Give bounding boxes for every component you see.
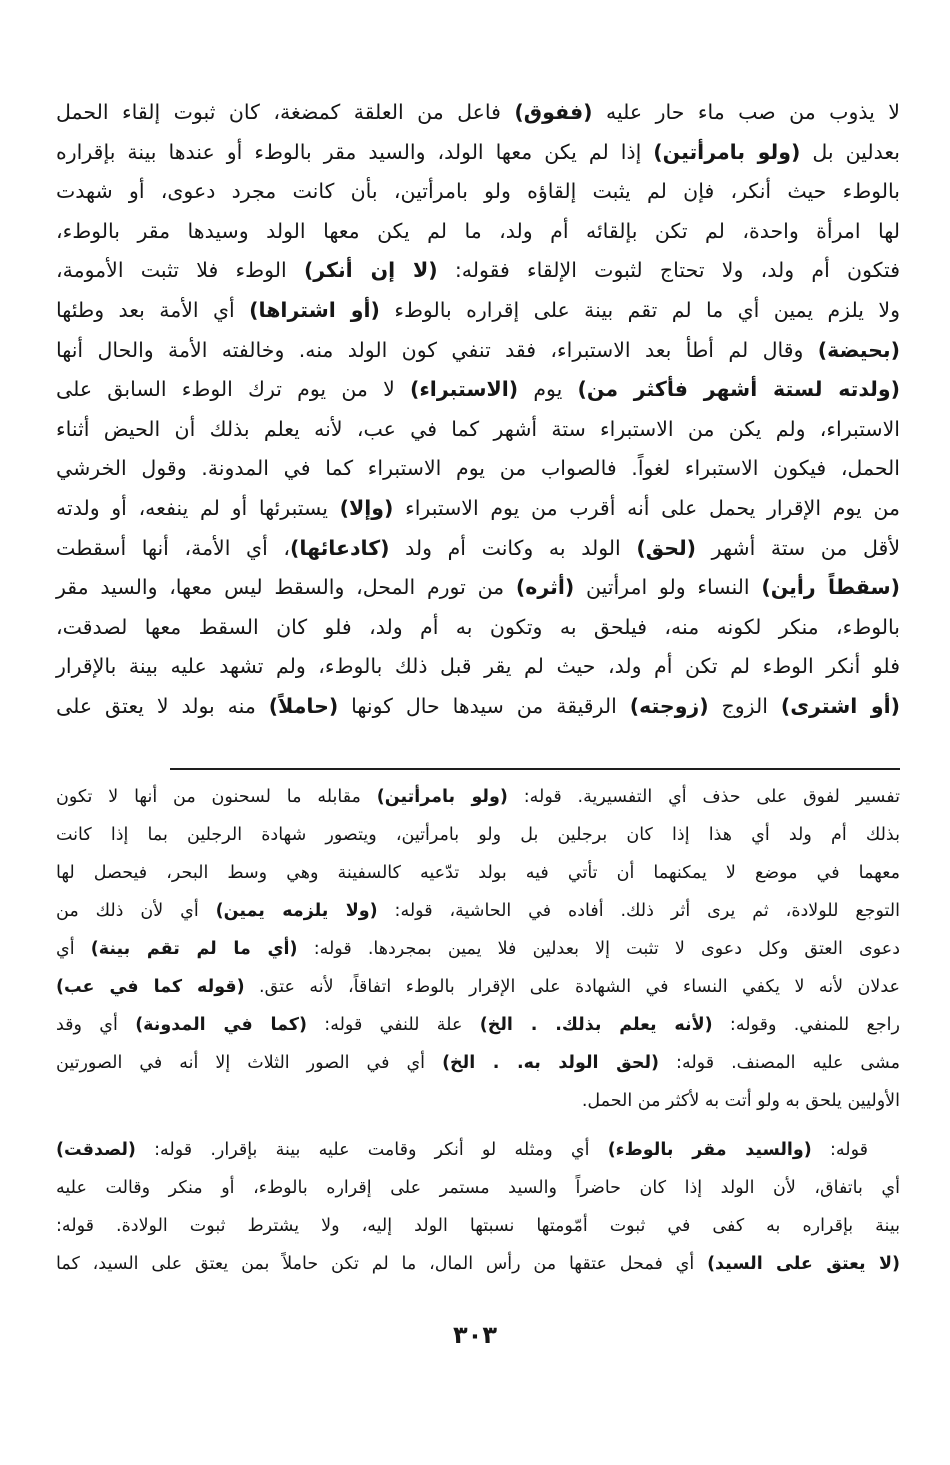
footnote-line (56, 1207, 900, 1245)
main-text-line (56, 172, 900, 212)
footnote-paragraph (56, 778, 900, 1120)
emphasized-text: (لأنه يعلم بذلك. . الخ) (479, 1015, 713, 1035)
text-run: أي وقد (56, 1015, 136, 1035)
text-run: الزوج (708, 693, 781, 718)
main-text-line (56, 212, 900, 252)
text-run: مقابله ما لسحنون من أنها لا تكون (56, 787, 377, 807)
text-run: راجع للمنفي. وقوله: (712, 1015, 900, 1035)
emphasized-text: (سقطاً رأين) (761, 575, 900, 600)
main-text-line (56, 608, 900, 648)
text-run: بينة بإقراره به كفى في ثبوت أمّومتها نسبتها الولد إليه، ولا يشترط ثبوت الولادة. قوله: (56, 1216, 900, 1236)
emphasized-text: (أو اشتراها) (249, 297, 380, 322)
footnote-line (56, 854, 900, 892)
emphasized-text: (لصدقت) (56, 1140, 136, 1160)
text-run: علة للنفي قوله: (306, 1015, 480, 1035)
main-text-line (56, 568, 900, 608)
footnote-line (56, 1082, 900, 1120)
text-run: الاستبراء، ولم يكن من الاستبراء ستة أشهر كما في عب، لأنه يعلم بذلك أن الحيض أثناء (56, 416, 900, 441)
main-text-line (56, 489, 900, 529)
text-run: دعوى العتق وكل دعوى لا تثبت إلا بعدلين فلا يمين بمجردها. قوله: (297, 939, 901, 959)
footnote-line (56, 1006, 900, 1044)
text-run: ، أي الأمة، أنها أسقطت (56, 535, 290, 560)
footnote-separator (170, 768, 900, 770)
emphasized-text: (كما في المدونة) (135, 1015, 307, 1035)
text-run: منه بولد لا يعتق على (56, 693, 269, 718)
emphasized-text: (أي ما لم تقم بينة) (90, 939, 298, 959)
main-text-line (56, 331, 900, 371)
main-text-line (56, 251, 900, 291)
text-run: وقال لم أطأ بعد الاستبراء، فقد تنفي كون الولد منه. وخالفته الأمة والحال أنها (56, 337, 818, 362)
footnote-line (56, 816, 900, 854)
text-run: معهما في موضع لا يمكنهما أن تأتي فيه بولد تدّعيه كالسفينة وهي وسط البحر، فيحصل لها (56, 863, 900, 883)
footnote-paragraph (56, 1131, 900, 1283)
text-run: ولا يلزم يمين أي ما لم تقم بينة على إقراره بالوطء (379, 297, 900, 322)
text-run: الوطء فلا تثبت الأمومة، (56, 258, 304, 283)
emphasized-text: (ولا يلزمه يمين) (215, 901, 378, 921)
emphasized-text: (قوله كما في عب) (56, 977, 245, 997)
text-run: لها امرأة واحدة، لم تكن بإلقائه أم ولد، ما لم يكن معها الولد وسيدها مقر بالوطء، (56, 218, 900, 243)
main-text-line (56, 647, 900, 687)
emphasized-text: (لا يعتق على السيد) (707, 1254, 900, 1274)
text-run: أي في الصور الثلاث إلا أنه في الصورتين (56, 1053, 443, 1073)
text-run: فلو أنكر الوطء لم تكن أم ولد، حيث لم يقر قبل ذلك بالوطء، ولم تشهد عليه بينة بالإقرار (56, 654, 900, 679)
emphasized-text: (حاملاً) (268, 693, 339, 718)
text-run: الولد به وكانت أم ولد (389, 535, 637, 560)
text-run: عدلان لأنه لا يكفي النساء في الشهادة على الإقرار بالوطء اتفاقاً، لأنه عتق. (244, 977, 901, 997)
text-run: قوله: (811, 1140, 868, 1160)
emphasized-text: (زوجته) (629, 693, 709, 718)
main-text-line (56, 449, 900, 489)
footnote-line (56, 930, 900, 968)
emphasized-text: (ولدته لستة أشهر فأكثر من) (577, 377, 900, 402)
text-run: بذلك أم ولد أي هذا إذا كان برجلين بل ولو بامرأتين، ويتصور شهادة الرجلين بما إذا كانت (56, 825, 900, 845)
text-run: أي باتفاق، لأن الولد إذا كان حاضراً والسيد مستمر على إقراره بالوطء، أو منكر وقالت عليه (56, 1178, 900, 1198)
main-text-line (56, 687, 900, 727)
emphasized-text: (وإلا) (339, 495, 394, 520)
text-run: لا من يوم ترك الوطء السابق على (56, 377, 410, 402)
text-run: الأوليين يلحق به ولو أتت به لأكثر من الحمل. (581, 1091, 900, 1111)
main-text-line (56, 93, 900, 133)
footnote-line (56, 778, 900, 816)
emphasized-text: (لحق) (636, 535, 697, 560)
footnote-line (56, 892, 900, 930)
emphasized-text: (أثره) (515, 575, 575, 600)
text-run: من تورم المحل، والسقط ليس معها، والسيد مقر (56, 575, 516, 600)
text-run: لأقل من ستة أشهر (696, 535, 901, 560)
emphasized-text: (ولو بامرأتين) (653, 139, 801, 164)
emphasized-text: (لا إن أنكر) (303, 258, 438, 283)
text-run: أي ومثله لو أنكر وقامت عليه بينة بإقرار. قوله: (135, 1140, 608, 1160)
emphasized-text: (بحيضة) (817, 337, 900, 362)
text-run: الرقيقة من سيدها حال كونها (338, 693, 630, 718)
footnote-line (56, 1131, 900, 1169)
text-run: لا يذوب من صب ماء حار عليه (592, 100, 900, 124)
page-number: ٣٠٣ (453, 1321, 497, 1349)
text-run: فاعل من العلقة كمضغة، كان ثبوت إلقاء الحمل (56, 100, 515, 124)
text-run: بعدلين بل (800, 139, 900, 164)
text-run: فتكون أم ولد، ولا تحتاج لثبوت الإلقاء فقوله: (437, 258, 901, 283)
main-text-line (56, 291, 900, 331)
main-text-line (56, 370, 900, 410)
text-run: مشى عليه المصنف. قوله: (659, 1053, 900, 1073)
text-run: أي (56, 939, 91, 959)
text-run: الحمل، فيكون الاستبراء لغواً. فالصواب من يوم الاستبراء كما في المدونة. وقول الخرشي (56, 456, 900, 481)
text-run: بالوطء حيث أنكر، فإن لم يثبت إلقاؤه ولو بامرأتين، بأن كانت مجرد دعوى، أو شهدت (56, 179, 900, 204)
emphasized-text: (ولو بامرأتين) (376, 787, 508, 807)
text-run: أي فمحل عتقها من رأس المال، ما لم تكن حاملاً بمن يعتق على السيد، كما (56, 1254, 708, 1274)
emphasized-text: (كادعائها) (290, 535, 390, 560)
emphasized-text: (ففوق) (514, 100, 593, 124)
main-text-line (56, 133, 900, 173)
text-run: التوجع للولادة، ثم يرى أثر ذلك. أفاده في الحاشية، قوله: (377, 901, 900, 921)
main-text (56, 93, 900, 727)
footnote-line (56, 1169, 900, 1207)
emphasized-text: (أو اشترى) (780, 693, 901, 718)
footnote-line (56, 1044, 900, 1082)
text-run: يستبرئها أو لم ينفعه، أو ولدته (56, 495, 340, 520)
emphasized-text: (لحق الولد به. . الخ) (442, 1053, 660, 1073)
text-run: أي الأمة بعد وطئها (56, 297, 250, 322)
text-run: بالوطء، منكر لكونه منه، فيلحق به وتكون به أم ولد، فلو كان السقط معها لصدقت، (56, 614, 900, 639)
emphasized-text: (الاستبراء) (409, 377, 519, 402)
main-text-line (56, 529, 900, 569)
text-run: من يوم الإقرار يحمل على أنه أقرب من يوم الاستبراء (393, 495, 900, 520)
text-run: أي لأن ذلك من (56, 901, 216, 921)
text-run: يوم (518, 377, 578, 402)
text-run: النساء ولو امرأتين (574, 575, 762, 600)
text-run: إذا لم يكن معها الولد، والسيد مقر بالوطء أو عندها بينة بإقراره (56, 139, 654, 164)
footnote-line (56, 1245, 900, 1283)
footnote-line (56, 968, 900, 1006)
main-text-line (56, 410, 900, 450)
text-run: تفسير لفوق على حذف أي التفسيرية. قوله: (507, 787, 900, 807)
emphasized-text: (والسيد مقر بالوطء) (607, 1140, 812, 1160)
